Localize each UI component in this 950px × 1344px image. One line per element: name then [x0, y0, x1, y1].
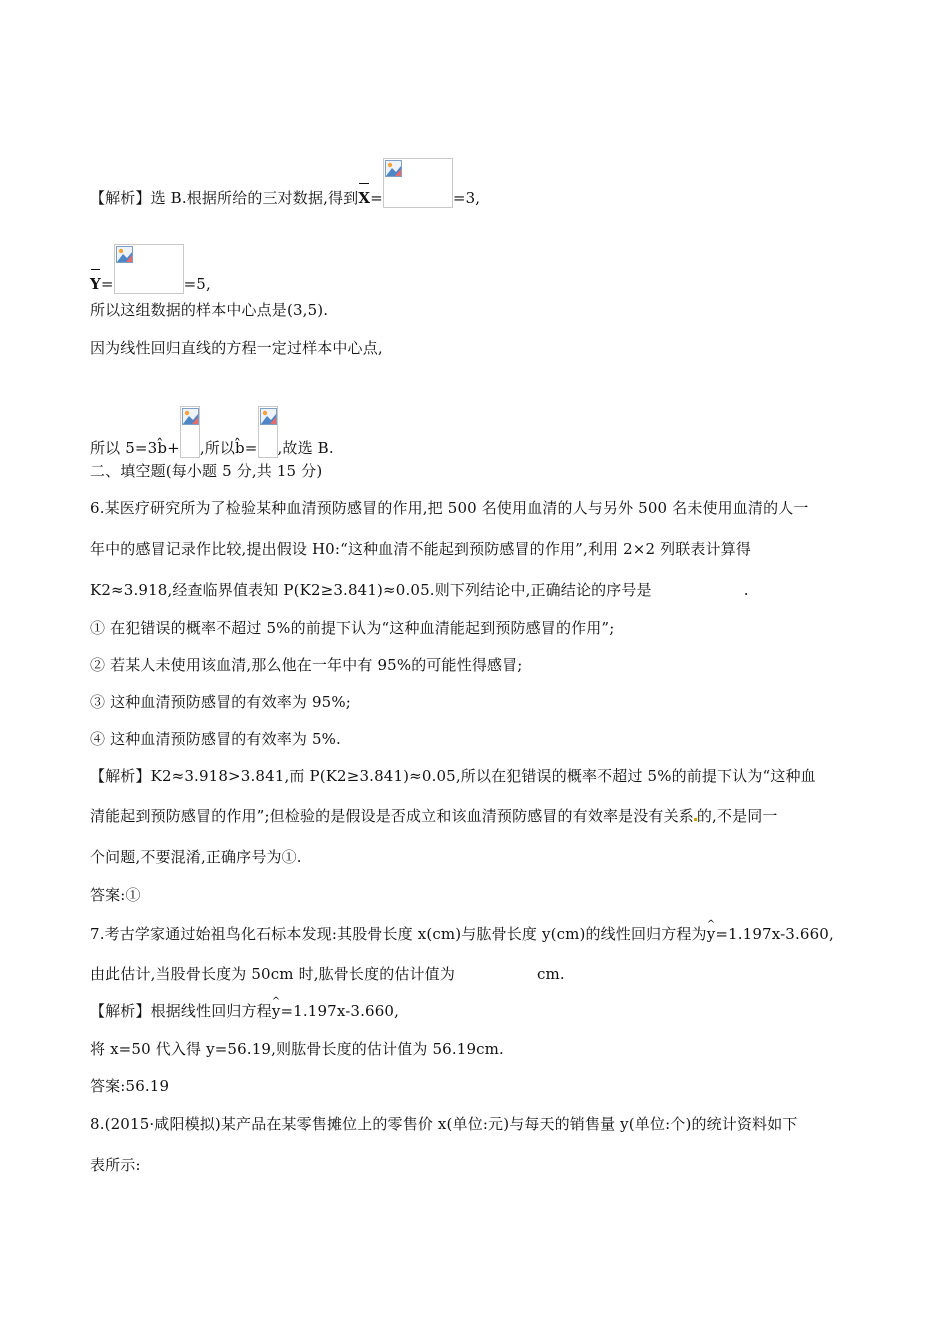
q5-solution-line-4: 因为线性回归直线的方程一定过样本中心点, [90, 339, 383, 357]
q8-line-2: 表所示: [90, 1156, 141, 1174]
q5-solution-line-5: 所以 5=3b̂+ ,所以b̂= ,故选 B. [90, 406, 862, 458]
q6-solution-line-3: 个问题,不要混淆,正确序号为①. [90, 848, 302, 866]
broken-image-icon [260, 408, 277, 425]
q7-solution-line-2: 将 x=50 代入得 y=56.19,则肱骨长度的估计值为 56.19cm. [90, 1040, 504, 1058]
q6-option-4: ④ 这种血清预防感冒的有效率为 5%. [90, 730, 341, 748]
q6-answer: 答案:① [90, 886, 141, 904]
q6-solution-line-2: 清能起到预防感冒的作用”;但检验的是假设是否成立和该血清预防感冒的有效率是没有关系 的,不是同一 [90, 807, 778, 825]
q5-solution-line-3: 所以这组数据的样本中心点是(3,5). [90, 301, 329, 319]
formula-image-placeholder [114, 244, 184, 294]
y-hat-symbol: ^ y [272, 1001, 281, 1021]
formula-image-placeholder [258, 406, 278, 458]
q5-solution-line-2: Y= =5, [90, 244, 862, 294]
broken-image-icon [116, 246, 133, 263]
formula-image-placeholder [180, 406, 200, 458]
section-heading: 二、填空题(每小题 5 分,共 15 分) [90, 462, 323, 480]
formula-image-placeholder [383, 158, 453, 208]
broken-image-icon [182, 408, 199, 425]
q5-solution-line-1: 【解析】选 B.根据所给的三对数据,得到X= =3, [90, 158, 862, 208]
y-bar-symbol: Y [90, 275, 101, 293]
q6-solution-line-1: 【解析】K2≈3.918>3.841,而 P(K2≥3.841)≈0.05,所以在犯错误的概率不超过 5%的前提下认为“这种血 [90, 767, 816, 785]
q6-option-3: ③ 这种血清预防感冒的有效率为 95%; [90, 693, 351, 711]
q8-line-1: 8.(2015·咸阳模拟)某产品在某零售摊位上的零售价 x(单位:元)与每天的销售量 y(单位:个)的统计资料如下 [90, 1115, 798, 1133]
x-bar-symbol: X [358, 189, 371, 207]
q7-line-1: 7.考古学家通过始祖鸟化石标本发现:其股骨长度 x(cm)与肱骨长度 y(cm)的线性回归方程为^ y=1.197x-3.660, [90, 924, 862, 944]
q6-line-3: K2≈3.918,经查临界值表知 P(K2≥3.841)≈0.05.则下列结论中,正确结论的序号是 . [90, 581, 749, 599]
q6-option-2: ② 若某人未使用该血清,那么他在一年中有 95%的可能性得感冒; [90, 656, 523, 674]
q6-line-1: 6.某医疗研究所为了检验某种血清预防感冒的作用,把 500 名使用血清的人与另外 500 名未使用血清的人一 [90, 499, 809, 517]
broken-image-icon [385, 160, 402, 177]
q6-line-2: 年中的感冒记录作比较,提出假设 H0:“这种血清不能起到预防感冒的作用”,利用 2×2 列联表计算得 [90, 540, 752, 558]
q7-answer: 答案:56.19 [90, 1077, 170, 1095]
q7-line-2: 由此估计,当股骨长度为 50cm 时,肱骨长度的估计值为 cm. [90, 965, 565, 983]
q7-solution-line-1: 【解析】根据线性回归方程^ y=1.197x-3.660, [90, 1001, 862, 1021]
y-hat-symbol: ^ y [707, 924, 716, 944]
q6-option-1: ① 在犯错误的概率不超过 5%的前提下认为“这种血清能起到预防感冒的作用”; [90, 619, 615, 637]
